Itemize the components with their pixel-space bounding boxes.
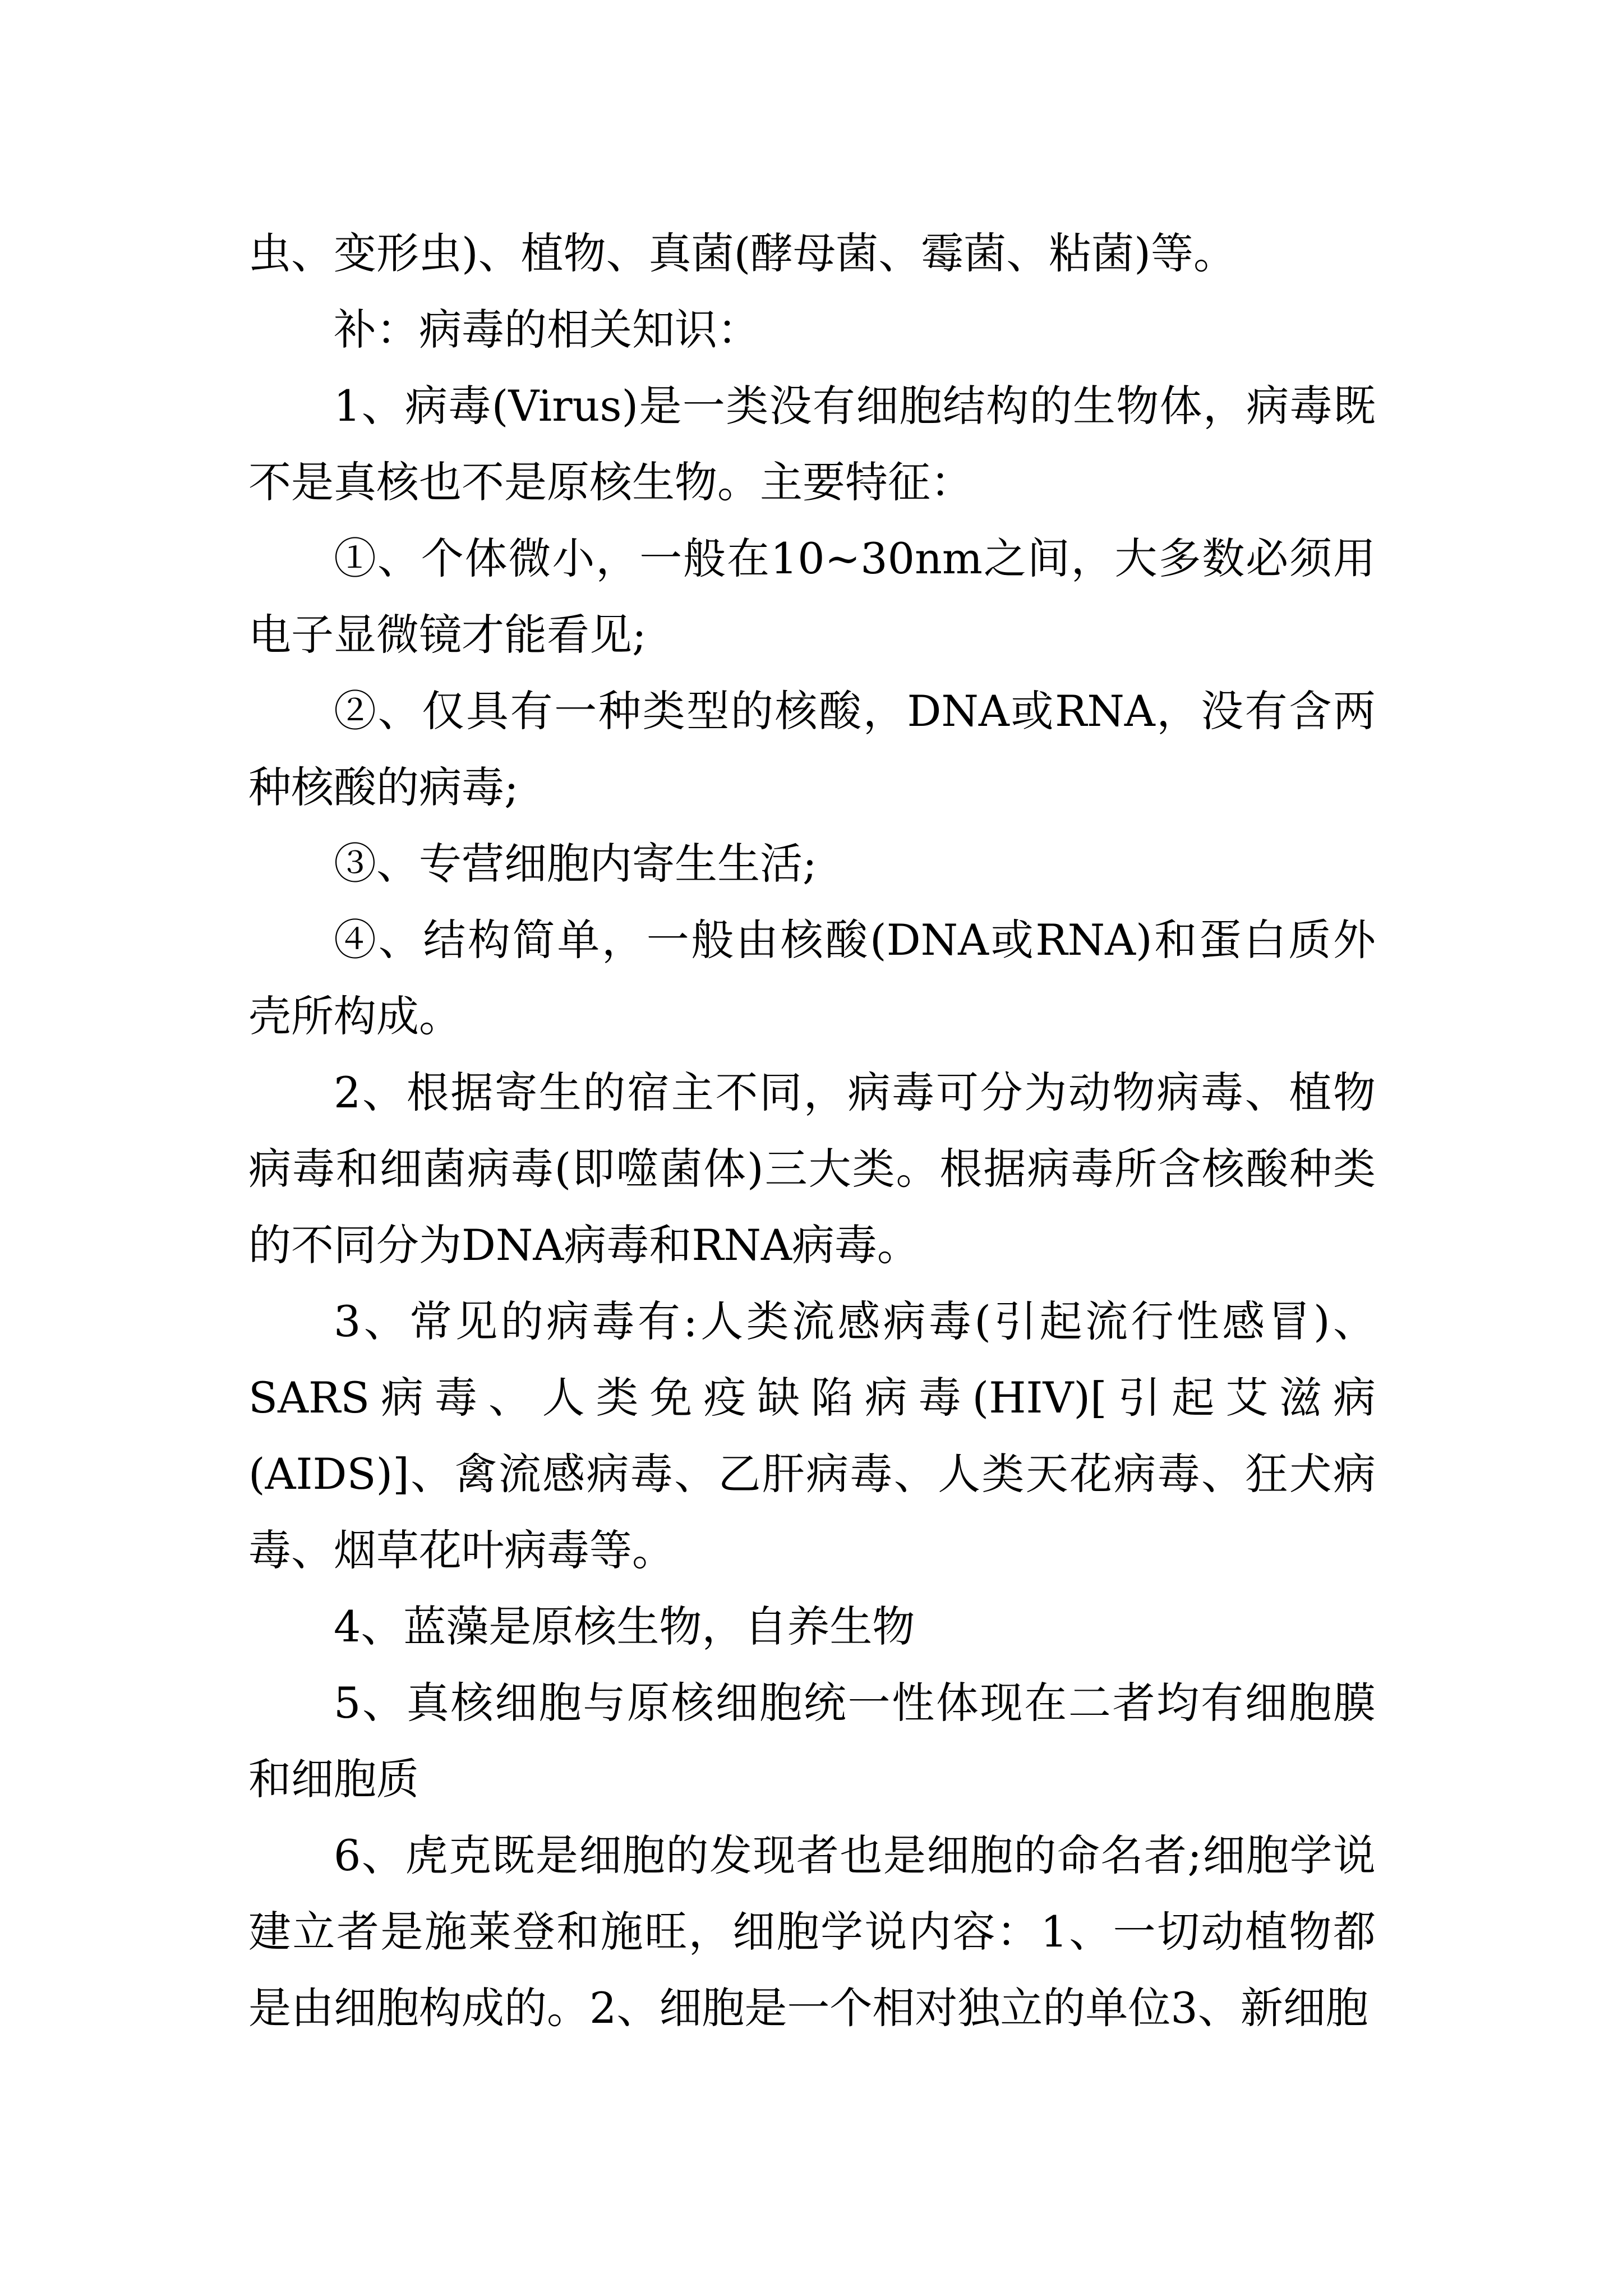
paragraph-virus-definition: 1、病毒(Virus)是一类没有细胞结构的生物体，病毒既不是真核也不是原核生物。主要特征： bbox=[248, 381, 1376, 507]
paragraph-continuation: 虫、变形虫)、植物、真菌(酵母菌、霉菌、粘菌)等。 bbox=[248, 228, 1236, 278]
paragraph-cell-theory: 6、虎克既是细胞的发现者也是细胞的命名者;细胞学说建立者是施莱登和施旺，细胞学说内容：1、一切动植物都是由细胞构成的。2、细胞是一个相对独立的单位3、新细胞 bbox=[248, 1830, 1376, 2033]
paragraph-cyanobacteria: 4、蓝藻是原核生物，自养生物 bbox=[334, 1602, 915, 1651]
paragraph-feature-3: ③、专营细胞内寄生生活; bbox=[334, 839, 817, 889]
paragraph-feature-1: ①、个体微小，一般在10~30nm之间，大多数必须用电子显微镜才能看见; bbox=[248, 533, 1376, 660]
paragraph-virus-classification: 2、根据寄生的宿主不同，病毒可分为动物病毒、植物病毒和细菌病毒(即噬菌体)三大类。根据病毒所含核酸种类的不同分为DNA病毒和RNA病毒。 bbox=[248, 1068, 1376, 1270]
paragraph-feature-2: ②、仅具有一种类型的核酸，DNA或RNA，没有含两种核酸的病毒; bbox=[248, 686, 1376, 812]
paragraph-supplement-heading: 补：病毒的相关知识： bbox=[334, 305, 760, 355]
paragraph-common-viruses: 3、常见的病毒有:人类流感病毒(引起流行性感冒)、SARS病毒、人类免疫缺陷病毒(HIV)[引起艾滋病(AIDS)]、禽流感病毒、乙肝病毒、人类天花病毒、狂犬病毒、烟草花叶病毒等。 bbox=[248, 1296, 1376, 1575]
document-body bbox=[248, 215, 1376, 2046]
paragraph-cell-unity: 5、真核细胞与原核细胞统一性体现在二者均有细胞膜和细胞质 bbox=[248, 1678, 1376, 1804]
paragraph-feature-4: ④、结构简单，一般由核酸(DNA或RNA)和蛋白质外壳所构成。 bbox=[248, 915, 1376, 1041]
